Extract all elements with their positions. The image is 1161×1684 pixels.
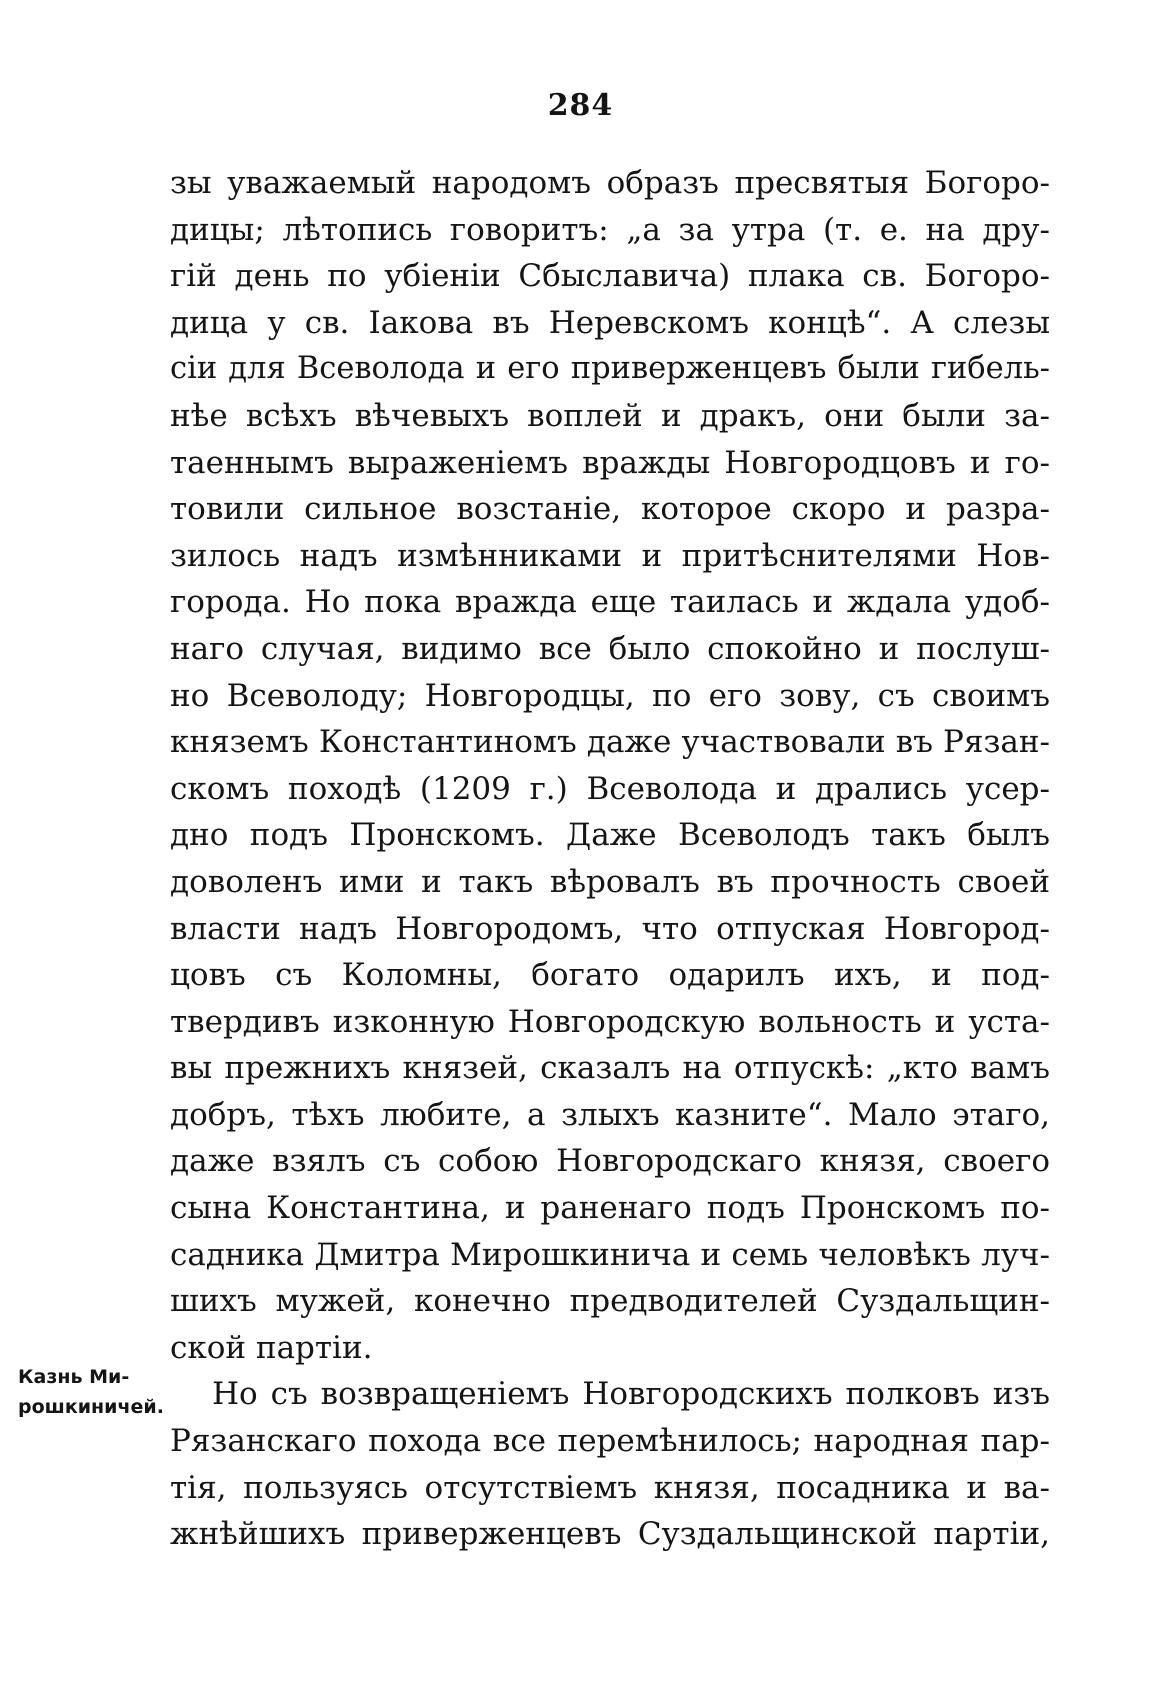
text-line: вы прежнихъ князей, сказалъ на отпускѣ: „кто вамъ — [170, 1050, 1050, 1087]
text-line: твердивъ изконную Новгородскую вольность и уста- — [170, 1003, 1050, 1040]
text-line: власти надъ Новгородомъ, что отпуская Новгород- — [170, 910, 1050, 947]
text-line: тія, пользуясь отсутствіемъ князя, посадника и ва- — [170, 1469, 1050, 1506]
text-line: сіи для Всеволода и его приверженцевъ были гибель- — [170, 351, 1050, 387]
text-line: таеннымъ выраженіемъ вражды Новгородцовъ и го- — [170, 444, 1050, 481]
text-line: нѣе всѣхъ вѣчевыхъ воплей и дракъ, они были за- — [170, 397, 1050, 434]
text-line: доволенъ ими и такъ вѣровалъ въ прочность своей — [170, 863, 1050, 900]
text-line: товили сильное возстаніе, которое скоро и разра- — [170, 491, 1050, 528]
margin-note-line-1: Казнь Ми- — [18, 1366, 130, 1388]
text-line: цовъ съ Коломны, богато одарилъ ихъ, и под- — [170, 957, 1050, 994]
margin-note-line-2: рошкиничей. — [18, 1396, 164, 1418]
body-text — [170, 160, 1050, 1558]
text-line: скомъ походѣ (1209 г.) Всеволода и дрались усер- — [170, 770, 1050, 807]
text-line: даже взялъ съ собою Новгородскаго князя, своего — [170, 1143, 1050, 1180]
paragraph-end-line: ской партіи. — [170, 1329, 373, 1366]
text-line: княземъ Константиномъ даже участвовали въ Рязан- — [170, 724, 1050, 761]
text-line: шихъ мужей, конечно предводителей Суздальщин- — [170, 1283, 1050, 1320]
text-line: садника Дмитра Мирошкинича и семь человѣкъ луч- — [170, 1236, 1050, 1273]
text-line: города. Но пока вражда еще таилась и ждала удоб- — [170, 584, 1050, 621]
text-line: гій день по убіеніи Сбыславича) плака св. Богоро- — [170, 258, 1050, 295]
text-line: дицы; лѣтопись говоритъ: „а за утра (т. е. на дру- — [170, 211, 1050, 248]
text-line: но Всеволоду; Новгородцы, по его зову, съ своимъ — [170, 677, 1050, 714]
margin-note — [18, 1362, 168, 1422]
text-line: наго случая, видимо все было спокойно и послуш- — [170, 630, 1050, 667]
text-line: дно подъ Пронскомъ. Даже Всеволодъ такъ былъ — [170, 817, 1050, 854]
text-line: жнѣйшихъ приверженцевъ Суздальщинской партіи, — [170, 1516, 1050, 1553]
text-line: зилось надъ измѣнниками и притѣснителями Нов- — [170, 537, 1050, 574]
text-line: сына Константина, и раненаго подъ Пронскомъ по- — [170, 1190, 1050, 1227]
text-line: Рязанскаго похода все перемѣнилось; народная пар- — [170, 1423, 1050, 1460]
text-line: добръ, тѣхъ любите, а злыхъ казните“. Мало этаго, — [170, 1096, 1050, 1133]
text-line: зы уважаемый народомъ образъ пресвятыя Богоро- — [170, 165, 1050, 201]
page-number: 284 — [547, 88, 614, 123]
text-line: дица у св. Іакова въ Неревскомъ концѣ“. А слезы — [170, 304, 1050, 341]
paragraph-start-line: Но съ возвращеніемъ Новгородскихъ полковъ изъ — [212, 1376, 1050, 1413]
